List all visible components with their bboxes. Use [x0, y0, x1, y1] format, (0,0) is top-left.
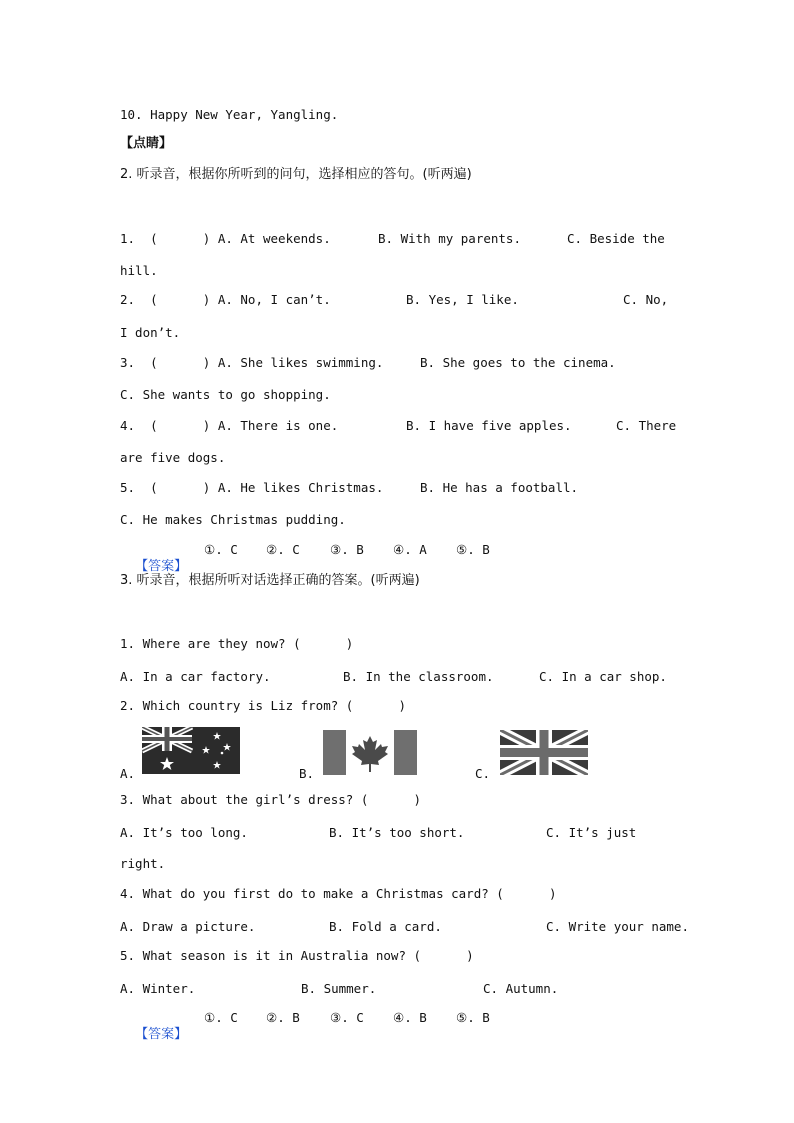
s3-q1-a: A. In a car factory. — [120, 669, 271, 684]
answer-label: 【答案】 — [135, 1027, 188, 1042]
canada-flag — [323, 730, 417, 775]
s3-q3-b: B. It’s too short. — [329, 825, 465, 840]
s3-q2-a-label: A. — [120, 766, 136, 781]
s3-q2-stem: 2. Which country is Liz from? ( ) — [120, 698, 406, 713]
s2-q5-a: 5. ( ) A. He likes Christmas. — [120, 480, 384, 495]
s2-q2-cont: I don’t. — [120, 325, 181, 340]
s3-q5-b: B. Summer. — [301, 981, 377, 996]
s3-q3-stem: 3. What about the girl’s dress? ( ) — [120, 792, 422, 807]
section-3-title: 3. 听录音，根据所听对话选择正确的答案。(听两遍) — [120, 573, 420, 588]
s3-q1-stem: 1. Where are they now? ( ) — [120, 636, 354, 651]
s2-q4-b: B. I have five apples. — [406, 418, 572, 433]
s3-q3-cont: right. — [120, 856, 166, 871]
s2-answer-4: ④. A — [393, 542, 427, 557]
s3-q3-c: C. It’s just — [546, 825, 637, 840]
s2-q2-b: B. Yes, I like. — [406, 292, 519, 307]
s3-answer-row — [120, 1010, 187, 1043]
s2-answer-5: ⑤. B — [456, 542, 490, 557]
s3-q1-c: C. In a car shop. — [539, 669, 667, 684]
s3-answer-3: ③. C — [330, 1010, 364, 1025]
s2-q2-a: 2. ( ) A. No, I can’t. — [120, 292, 331, 307]
s3-q2-c-label: C. — [475, 766, 491, 781]
line-10: 10. Happy New Year, Yangling. — [120, 107, 339, 122]
s2-q4-cont: are five dogs. — [120, 450, 226, 465]
s3-q1-b: B. In the classroom. — [343, 669, 494, 684]
s3-q4-b: B. Fold a card. — [329, 919, 442, 934]
s3-answer-1: ①. C — [204, 1010, 238, 1025]
s2-q1-b: B. With my parents. — [378, 231, 521, 246]
australia-flag — [142, 727, 240, 774]
s2-q2-c: C. No, — [623, 292, 669, 307]
dianjing-heading: 【点睛】 — [120, 136, 173, 151]
s2-q5-b: B. He has a football. — [420, 480, 579, 495]
s2-q4-c: C. There — [616, 418, 677, 433]
answer-label: 【答案】 — [135, 559, 188, 574]
s2-q3-b: B. She goes to the cinema. — [420, 355, 616, 370]
s3-answer-2: ②. B — [266, 1010, 300, 1025]
s2-q3-a: 3. ( ) A. She likes swimming. — [120, 355, 384, 370]
s2-answer-1: ①. C — [204, 542, 238, 557]
s3-q4-a: A. Draw a picture. — [120, 919, 256, 934]
s2-answer-3: ③. B — [330, 542, 364, 557]
s2-answer-2: ②. C — [266, 542, 300, 557]
s2-q1-cont: hill. — [120, 263, 158, 278]
s3-answer-5: ⑤. B — [456, 1010, 490, 1025]
s2-q3-cont: C. She wants to go shopping. — [120, 387, 331, 402]
s2-q1-a: 1. ( ) A. At weekends. — [120, 231, 331, 246]
s2-q1-c: C. Beside the — [567, 231, 665, 246]
section-2-title: 2. 听录音，根据你所听到的问句，选择相应的答句。(听两遍) — [120, 167, 472, 182]
uk-flag — [500, 730, 588, 775]
s3-q3-a: A. It’s too long. — [120, 825, 248, 840]
s3-q5-c: C. Autumn. — [483, 981, 559, 996]
s3-q5-a: A. Winter. — [120, 981, 196, 996]
s3-q5-stem: 5. What season is it in Australia now? ( ) — [120, 948, 474, 963]
s2-q5-cont: C. He makes Christmas pudding. — [120, 512, 346, 527]
s3-q2-b-label: B. — [299, 766, 315, 781]
s3-answer-4: ④. B — [393, 1010, 427, 1025]
s3-q4-stem: 4. What do you first do to make a Christmas card? ( ) — [120, 886, 557, 901]
s3-q4-c: C. Write your name. — [546, 919, 689, 934]
s2-q4-a: 4. ( ) A. There is one. — [120, 418, 339, 433]
s2-answer-row — [120, 542, 187, 575]
